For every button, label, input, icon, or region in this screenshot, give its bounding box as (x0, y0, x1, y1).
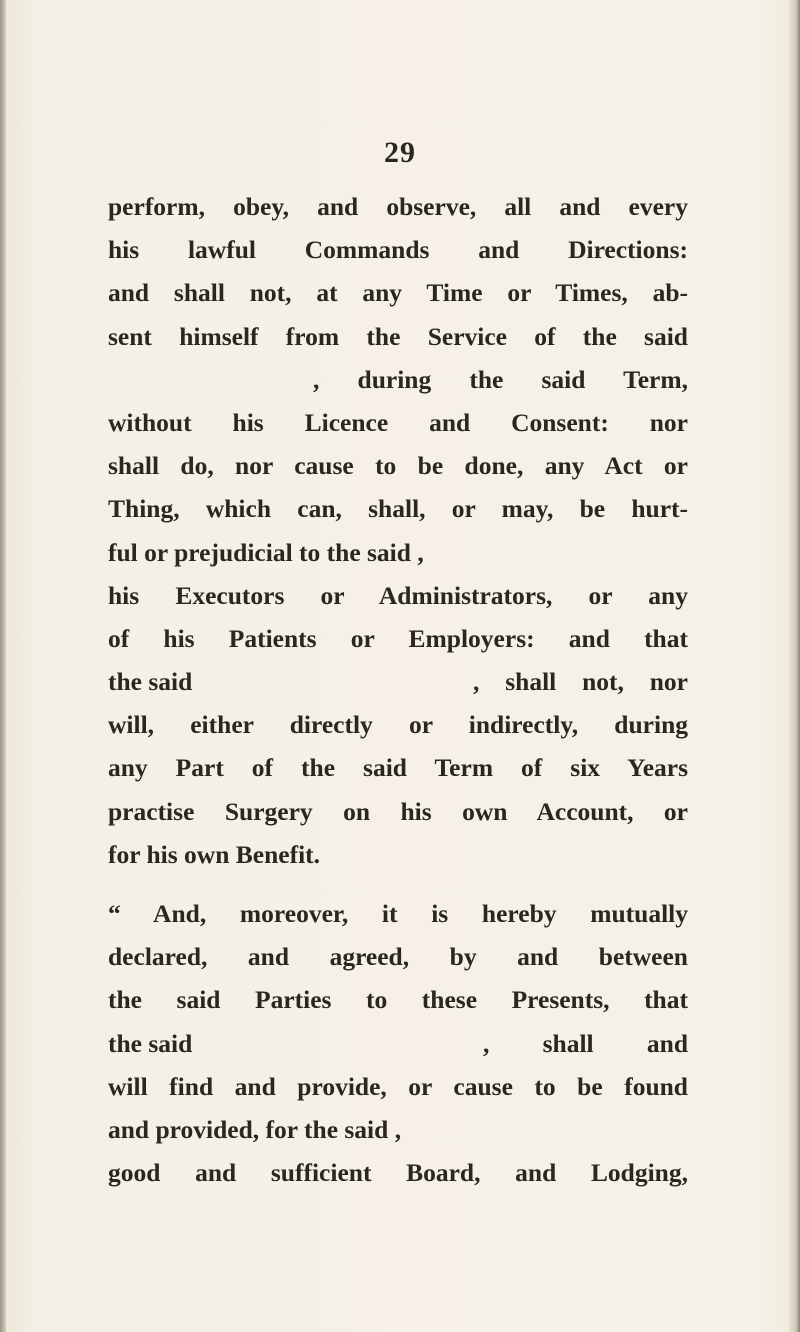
text-line: his lawful Commands and Directions: (108, 235, 688, 265)
text-line: perform, obey, and observe, all and every (108, 192, 688, 221)
text-line-part: and provided, for the said , (108, 1114, 402, 1144)
text-line (108, 531, 688, 574)
paragraph-gap (108, 876, 688, 892)
text-line: of his Patients or Employers: and that (108, 623, 688, 653)
text-line (108, 1022, 688, 1065)
text-line (108, 1108, 688, 1151)
text-line: declared, and agreed, by and between (108, 942, 688, 972)
text-line-part: the said (108, 1028, 193, 1058)
text-line: any Part of the said Term of six Years (108, 753, 688, 783)
page-number: 29 (384, 136, 416, 169)
text-line: sent himself from the Service of the said (108, 321, 688, 351)
text-line-part: the said (108, 667, 193, 697)
text-line: Thing, which can, shall, or may, be hurt- (108, 494, 688, 524)
text-line: will find and provide, or cause to be found (108, 1071, 688, 1101)
text-line: good and sufficient Board, and Lodging, (108, 1158, 688, 1188)
text-line-part: ful or prejudicial to the said , (108, 537, 424, 567)
text-line: for his own Benefit. (108, 839, 321, 869)
text-line: the said Parties to these Presents, that (108, 985, 688, 1015)
page-binding-shadow (0, 0, 6, 1332)
text-line: “ And, moreover, it is hereby mutually (108, 899, 688, 928)
text-line: will, either directly or indirectly, during (108, 710, 688, 740)
body-text (108, 185, 688, 1194)
text-line: his Executors or Administrators, or any (108, 580, 688, 610)
text-line: practise Surgery on his own Account, or (108, 796, 688, 826)
text-line: without his Licence and Consent: nor (108, 407, 688, 437)
text-line: shall do, nor cause to be done, any Act or (108, 451, 688, 481)
text-line (108, 660, 688, 703)
text-line-part: , shall and (483, 1028, 688, 1058)
text-line: and shall not, at any Time or Times, ab- (108, 278, 688, 308)
page-edge-shadow (788, 0, 800, 1332)
text-line: , during the said Term, (313, 364, 688, 394)
text-line-part: , shall not, nor (473, 667, 688, 697)
